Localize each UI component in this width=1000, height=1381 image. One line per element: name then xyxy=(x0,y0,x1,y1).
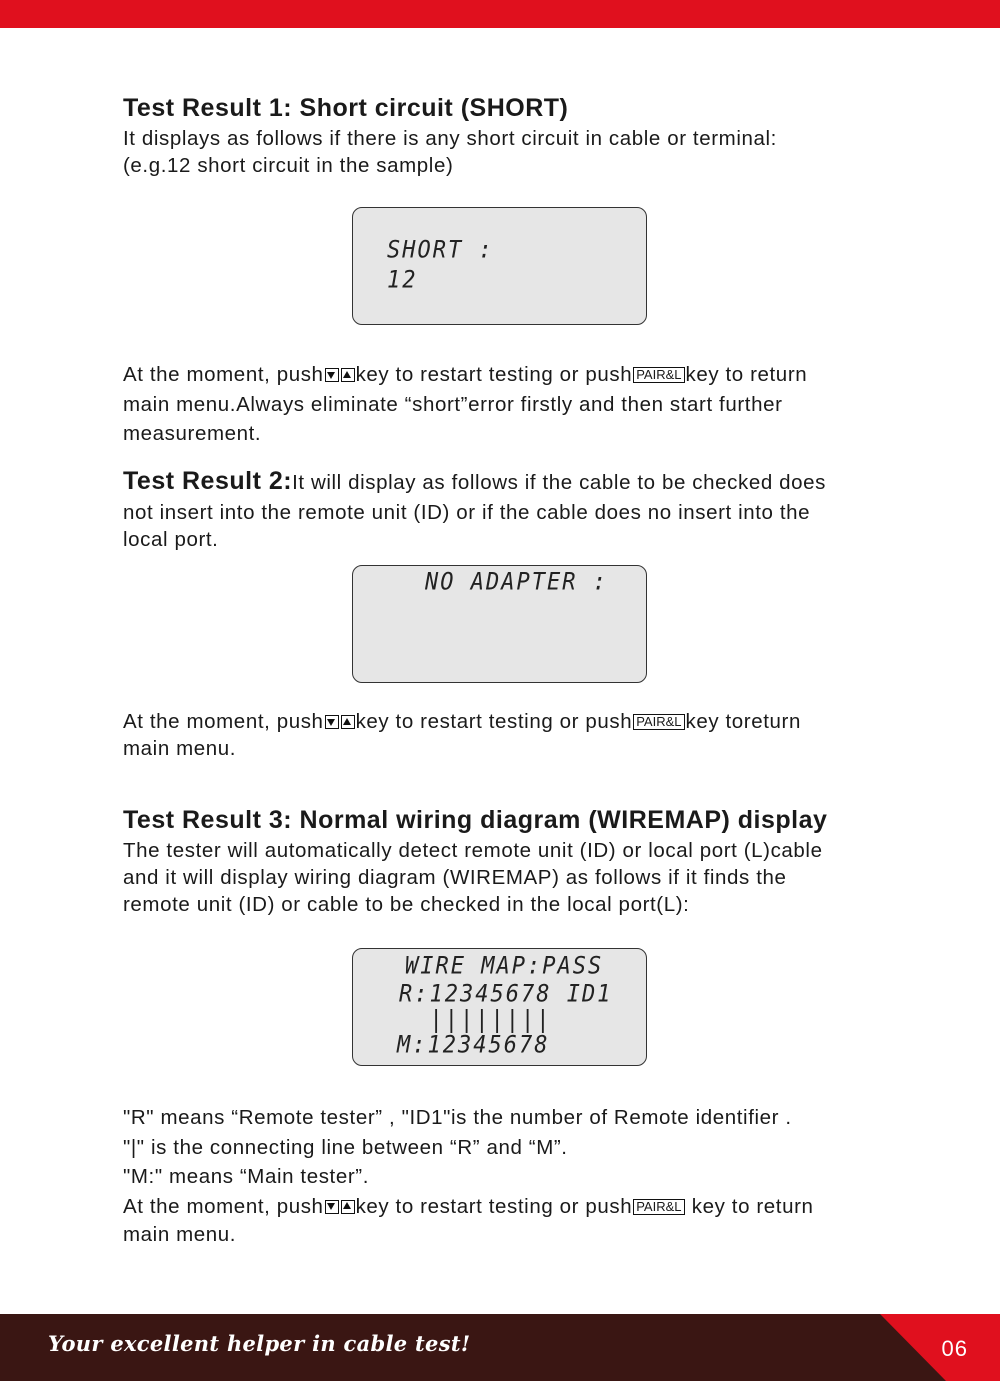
section3-heading: Test Result 3: Normal wiring diagram (WIREMAP) display xyxy=(123,806,828,834)
section2-heading: Test Result 2: xyxy=(123,467,293,495)
lcd-line: |||||||| xyxy=(399,1007,552,1034)
section3-legend-and-note xyxy=(123,1103,814,1248)
section2-note xyxy=(123,708,801,762)
section1-heading: Test Result 1: Short circuit (SHORT) xyxy=(123,94,569,122)
note-text: key to restart testing or push xyxy=(355,710,633,733)
legend-line: "M:" means “Main tester”. xyxy=(123,1165,369,1188)
note-line: main menu. xyxy=(123,1223,237,1246)
lcd-line: WIRE MAP:PASS xyxy=(405,953,604,980)
down-arrow-key-icon xyxy=(325,715,339,729)
note-text: key to return xyxy=(685,363,808,386)
section1-note xyxy=(123,360,807,449)
section2-desc-first: It will display as follows if the cable to be checked does xyxy=(292,471,826,494)
footer-slogan: Your excellent helper in cable test! xyxy=(48,1331,471,1356)
lcd-display-short xyxy=(352,207,647,325)
lcd-line: R:12345678 ID1 xyxy=(399,981,613,1008)
note-text: At the moment, push xyxy=(123,1194,324,1218)
note-line: measurement. xyxy=(123,422,262,445)
up-arrow-key-icon xyxy=(341,368,355,382)
up-arrow-key-icon xyxy=(341,1200,355,1214)
section3-description xyxy=(123,837,823,918)
top-red-bar xyxy=(0,0,1000,28)
legend-line: "|" is the connecting line between “R” and “M”. xyxy=(123,1135,568,1159)
pair-key-icon: PAIR&L xyxy=(633,367,684,383)
down-arrow-key-icon xyxy=(325,1200,339,1214)
legend-line: "R" means “Remote tester” , "ID1"is the number of Remote identifier . xyxy=(123,1106,792,1129)
note-text: key to return xyxy=(685,1194,814,1218)
section2-desc-line: local port. xyxy=(123,528,219,551)
pair-key-icon: PAIR&L xyxy=(633,714,684,730)
note-text: key to restart testing or push xyxy=(355,1194,633,1218)
section3-desc-line: The tester will automatically detect remote unit (ID) or local port (L)cable xyxy=(123,839,823,862)
note-text: At the moment, push xyxy=(123,710,324,733)
down-arrow-key-icon xyxy=(325,368,339,382)
page-footer xyxy=(0,1314,1000,1381)
lcd-line: NO ADAPTER : xyxy=(425,569,608,596)
note-line: main menu. xyxy=(123,737,237,760)
section3-desc-line: remote unit (ID) or cable to be checked in the local port(L): xyxy=(123,893,690,916)
page-number: 06 xyxy=(941,1336,968,1361)
pair-key-icon: PAIR&L xyxy=(633,1199,684,1215)
lcd-display-wiremap xyxy=(352,948,647,1066)
lcd-line: SHORT : xyxy=(387,237,494,264)
note-text: key toreturn xyxy=(685,710,801,733)
section1-desc-line: It displays as follows if there is any short circuit in cable or terminal: xyxy=(123,127,777,150)
up-arrow-key-icon xyxy=(341,715,355,729)
section2-desc-line: not insert into the remote unit (ID) or if the cable does no insert into the xyxy=(123,501,811,524)
footer-red-corner xyxy=(880,1314,1000,1381)
section1-description xyxy=(123,125,777,179)
section2-description xyxy=(123,465,826,553)
note-text: key to restart testing or push xyxy=(355,363,633,386)
lcd-line: 12 xyxy=(387,267,418,294)
note-line: main menu.Always eliminate “short”error firstly and then start further xyxy=(123,392,783,416)
note-text: At the moment, push xyxy=(123,363,324,386)
section1-desc-line: (e.g.12 short circuit in the sample) xyxy=(123,154,454,177)
lcd-display-no-adapter xyxy=(352,565,647,683)
lcd-line: M:12345678 xyxy=(397,1032,550,1059)
section3-desc-line: and it will display wiring diagram (WIREMAP) as follows if it finds the xyxy=(123,866,787,889)
